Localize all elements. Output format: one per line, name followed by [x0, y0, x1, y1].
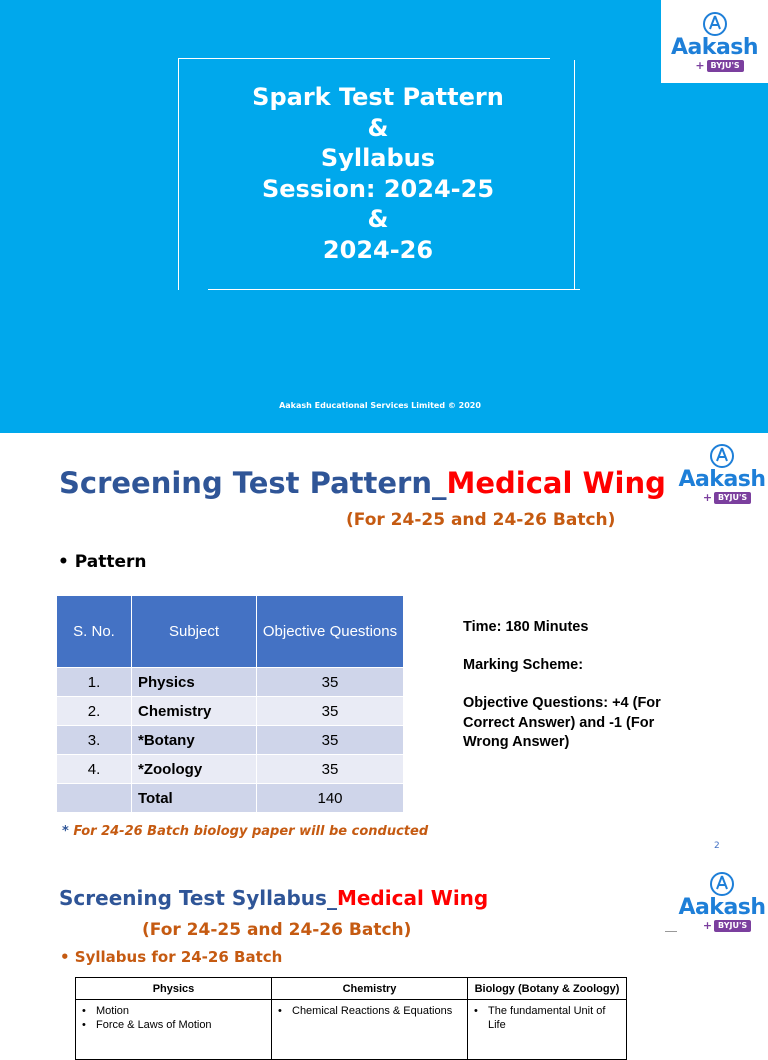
- pattern-bullet: • Pattern: [58, 552, 147, 572]
- physics-topics: [76, 1000, 272, 1060]
- cell-subject: Total: [132, 784, 257, 813]
- table-row-total: [57, 784, 404, 813]
- header-chemistry: Chemistry: [272, 978, 468, 1000]
- title-line: &: [367, 205, 389, 233]
- cell-sno: 4.: [57, 755, 132, 784]
- header-subject: Subject: [132, 596, 257, 668]
- cell-questions: 35: [257, 726, 404, 755]
- logo-partner: BYJU'S: [707, 60, 744, 72]
- list-item: • Motion: [82, 1004, 265, 1018]
- list-item: • Chemical Reactions & Equations: [278, 1004, 461, 1018]
- syllabus-heading: [59, 886, 488, 910]
- heading-blue-part: Screening Test Pattern_: [59, 466, 447, 500]
- exam-info: [463, 618, 673, 771]
- list-item: • The fundamental Unit of Life: [474, 1004, 620, 1032]
- logo-partner: BYJU'S: [714, 492, 751, 504]
- syllabus-table: [75, 977, 627, 1060]
- note-text: For 24-26 Batch biology paper will be conducted: [68, 824, 429, 839]
- aakash-logo: [661, 0, 768, 83]
- title-line: 2024-26: [322, 235, 434, 264]
- biology-note: [62, 824, 428, 839]
- slide-title: [180, 82, 576, 265]
- time-text: Time: 180 Minutes: [463, 619, 589, 635]
- cell-questions: 35: [257, 697, 404, 726]
- header-questions: Objective Questions: [257, 596, 404, 668]
- list-item: • Force & Laws of Motion: [82, 1018, 265, 1032]
- heading-red-part: Medical Wing: [336, 886, 489, 910]
- cell-sno: 1.: [57, 668, 132, 697]
- title-line: &: [367, 113, 389, 142]
- cell-subject: Chemistry: [132, 697, 257, 726]
- pattern-table: [56, 595, 404, 813]
- cell-sno: 3.: [57, 726, 132, 755]
- page-number: 2: [714, 841, 720, 851]
- cell-subject: *Botany: [132, 726, 257, 755]
- cell-questions: 35: [257, 755, 404, 784]
- logo-plus: +: [702, 490, 713, 504]
- table-row: [57, 755, 404, 784]
- cell-questions: 35: [257, 668, 404, 697]
- table-row: [57, 726, 404, 755]
- cell-subject: *Zoology: [132, 755, 257, 784]
- title-line: Spark Test Pattern: [252, 83, 504, 111]
- header-physics: Physics: [76, 978, 272, 1000]
- logo-brand: Aakash: [670, 35, 759, 60]
- heading-blue-part: Screening Test Syllabus_: [59, 886, 337, 910]
- logo-plus: +: [695, 59, 705, 72]
- copyright-text: Aakash Educational Services Limited © 2020: [279, 401, 481, 410]
- aakash-logo: [676, 872, 768, 930]
- cell-sno: [57, 784, 132, 813]
- biology-topics: [468, 1000, 627, 1060]
- title-line: Syllabus: [320, 144, 436, 172]
- title-slide: [0, 0, 768, 433]
- table-row: [57, 697, 404, 726]
- pattern-heading: [59, 466, 666, 500]
- logo-brand: Aakash: [678, 466, 766, 492]
- title-line: Session: 2024-25: [261, 174, 495, 203]
- byjus-badge: [703, 492, 751, 504]
- logo-brand: Aakash: [678, 894, 766, 920]
- cell-questions: 140: [257, 784, 404, 813]
- cell-sno: 2.: [57, 697, 132, 726]
- heading-red-part: Medical Wing: [446, 466, 666, 500]
- aakash-emblem-icon: [709, 871, 735, 897]
- chemistry-topics: [272, 1000, 468, 1060]
- table-row: [57, 668, 404, 697]
- aakash-emblem-icon: [709, 443, 735, 469]
- syllabus-bullet: • Syllabus for 24-26 Batch: [60, 948, 283, 966]
- note-star: *: [62, 824, 69, 839]
- aakash-emblem-icon: [702, 11, 728, 37]
- logo-partner: BYJU'S: [714, 920, 751, 932]
- table-row: [76, 1000, 627, 1060]
- divider: [665, 931, 677, 932]
- byjus-badge: [695, 60, 743, 72]
- header-biology: Biology (Botany & Zoology): [468, 978, 627, 1000]
- cell-subject: Physics: [132, 668, 257, 697]
- header-sno: S. No.: [57, 596, 132, 668]
- batch-subtitle: (For 24-25 and 24-26 Batch): [142, 920, 412, 940]
- batch-subtitle: (For 24-25 and 24-26 Batch): [346, 510, 616, 530]
- marking-label: Marking Scheme:: [463, 657, 584, 674]
- scheme-text: Objective Questions: +4 (For Correct Answer) and -1 (For Wrong Answer): [463, 695, 661, 750]
- logo-plus: +: [702, 918, 713, 932]
- aakash-logo: [676, 440, 768, 506]
- byjus-badge: [703, 920, 751, 932]
